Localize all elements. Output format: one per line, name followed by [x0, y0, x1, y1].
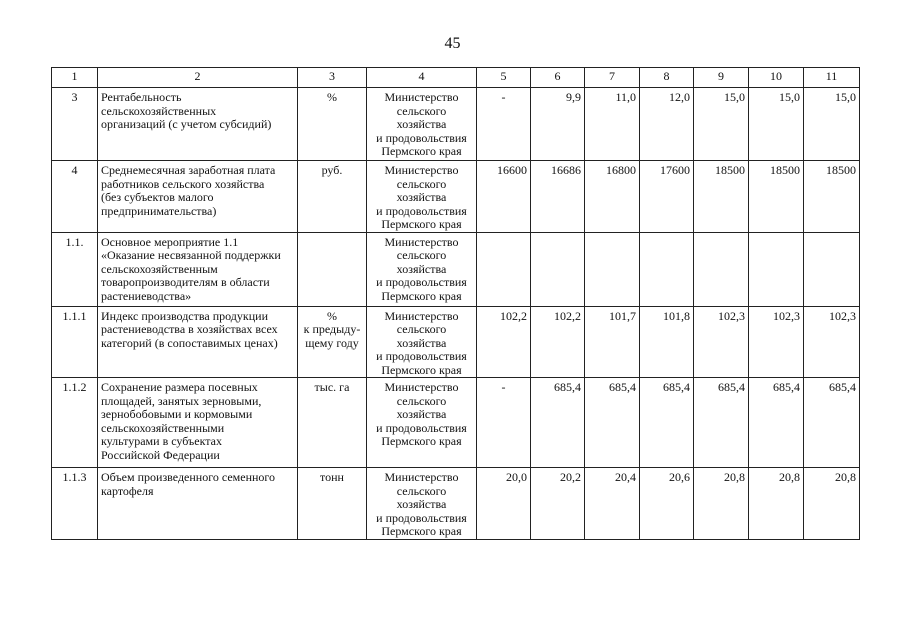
- value-cell: [477, 232, 531, 306]
- value-cell: 102,3: [804, 306, 860, 378]
- table-row: [52, 468, 860, 540]
- value-cell: 20,2: [531, 468, 585, 540]
- indicator-name-cell: [98, 88, 298, 161]
- indicator-name-line: организаций (с учетом субсидий): [101, 117, 272, 131]
- column-header: 7: [585, 68, 640, 88]
- indicator-name-line: картофеля: [101, 483, 154, 498]
- unit-cell: [298, 161, 367, 233]
- value-cell: 15,0: [694, 88, 749, 161]
- unit-cell: [298, 88, 367, 161]
- value-cell: 101,7: [585, 306, 640, 378]
- responsible-line: сельского: [396, 393, 447, 408]
- unit-cell: [298, 468, 367, 540]
- value-cell: 102,3: [749, 306, 804, 378]
- value-cell: -: [477, 378, 531, 468]
- unit-line: тонн: [320, 470, 344, 484]
- column-header: 6: [531, 68, 585, 88]
- responsible-line: и продовольствия: [376, 130, 467, 145]
- responsible-line: Министерство: [384, 90, 459, 104]
- responsible-line: Пермского края: [381, 288, 462, 303]
- value-cell: 685,4: [640, 378, 694, 468]
- row-number-cell: 1.1.: [52, 232, 98, 306]
- unit-line: руб.: [321, 163, 343, 177]
- indicator-name-line: сельскохозяйственными: [101, 420, 225, 435]
- responsible-line: и продовольствия: [376, 203, 467, 218]
- column-header: 9: [694, 68, 749, 88]
- row-number-cell: 1.1.2: [52, 378, 98, 468]
- value-cell: 101,8: [640, 306, 694, 378]
- column-header: 5: [477, 68, 531, 88]
- value-cell: 102,2: [477, 306, 531, 378]
- value-cell: 20,8: [804, 468, 860, 540]
- unit-cell: [298, 378, 367, 468]
- responsible-cell: [367, 378, 477, 468]
- responsible-line: сельского: [396, 322, 447, 336]
- unit-line: %: [327, 90, 337, 104]
- unit-line: тыс. га: [314, 380, 350, 394]
- unit-line: к предыду-: [303, 322, 361, 336]
- indicator-name-line: культурами в субъектах: [101, 434, 222, 448]
- indicator-name-line: категорий (в сопоставимых ценах): [101, 335, 278, 350]
- responsible-line: сельского: [396, 103, 447, 118]
- responsible-line: Пермского края: [381, 217, 462, 231]
- table-row: [52, 378, 860, 468]
- value-cell: 16800: [585, 161, 640, 233]
- responsible-cell: [367, 468, 477, 540]
- responsible-line: хозяйства: [396, 497, 447, 511]
- unit-cell: [298, 306, 367, 378]
- indicator-name-line: работников сельского хозяйства: [101, 176, 265, 191]
- page-number: 45: [444, 35, 461, 52]
- responsible-cell: [367, 88, 477, 161]
- value-cell: 20,4: [585, 468, 640, 540]
- indicator-name-line: Объем произведенного семенного: [101, 470, 276, 484]
- unit-line: щему году: [305, 335, 359, 350]
- responsible-line: Пермского края: [381, 144, 462, 158]
- column-header: 2: [98, 68, 298, 88]
- value-cell: [531, 232, 585, 306]
- value-cell: 102,2: [531, 306, 585, 378]
- responsible-line: хозяйства: [396, 407, 447, 421]
- value-cell: 20,8: [749, 468, 804, 540]
- indicator-name-cell: [98, 468, 298, 540]
- table-row: [52, 306, 860, 378]
- value-cell: 15,0: [804, 88, 860, 161]
- responsible-line: хозяйства: [396, 335, 447, 350]
- indicator-name-cell: [98, 378, 298, 468]
- responsible-line: Министерство: [384, 163, 459, 177]
- value-cell: 15,0: [749, 88, 804, 161]
- value-cell: [640, 232, 694, 306]
- value-cell: [585, 232, 640, 306]
- indicator-name-line: «Оказание несвязанной поддержки: [101, 248, 281, 262]
- table-row: [52, 161, 860, 233]
- column-header: 1: [52, 68, 98, 88]
- table-row: [52, 88, 860, 161]
- responsible-line: сельского: [396, 248, 447, 262]
- indicator-name-line: площадей, занятых зерновыми,: [101, 393, 262, 408]
- indicator-name-line: сельскохозяйственных: [101, 103, 217, 118]
- responsible-line: сельского: [396, 176, 447, 191]
- value-cell: 685,4: [585, 378, 640, 468]
- unit-line: %: [327, 308, 337, 323]
- value-cell: 20,6: [640, 468, 694, 540]
- responsible-line: Пермского края: [381, 524, 462, 538]
- indicator-name-cell: [98, 306, 298, 378]
- value-cell: 20,8: [694, 468, 749, 540]
- responsible-cell: [367, 161, 477, 233]
- value-cell: 9,9: [531, 88, 585, 161]
- responsible-line: и продовольствия: [376, 510, 467, 525]
- value-cell: 685,4: [749, 378, 804, 468]
- row-number-cell: 3: [52, 88, 98, 161]
- responsible-line: хозяйства: [396, 190, 447, 204]
- responsible-cell: [367, 232, 477, 306]
- table-header-row: [52, 68, 860, 88]
- indicator-name-line: растениеводства в хозяйствах всех: [101, 322, 278, 336]
- indicator-name-line: Российской Федерации: [101, 447, 220, 462]
- value-cell: 18500: [694, 161, 749, 233]
- indicator-name-line: сельскохозяйственным: [101, 261, 218, 276]
- indicator-name-cell: [98, 161, 298, 233]
- indicator-name-line: Среднемесячная заработная плата: [101, 163, 276, 177]
- indicator-name-line: товаропроизводителям в области: [101, 275, 270, 289]
- indicator-name-line: Основное мероприятие 1.1: [101, 234, 239, 249]
- responsible-cell: [367, 306, 477, 378]
- indicator-name-line: Индекс производства продукции: [101, 308, 268, 323]
- responsible-line: Пермского края: [381, 434, 462, 448]
- value-cell: 685,4: [531, 378, 585, 468]
- value-cell: 16600: [477, 161, 531, 233]
- indicator-name-line: Рентабельность: [101, 90, 182, 104]
- value-cell: 102,3: [694, 306, 749, 378]
- responsible-line: и продовольствия: [376, 275, 467, 289]
- value-cell: 11,0: [585, 88, 640, 161]
- value-cell: 16686: [531, 161, 585, 233]
- value-cell: 18500: [749, 161, 804, 233]
- unit-cell: [298, 232, 367, 306]
- responsible-line: Министерство: [384, 470, 459, 484]
- indicator-name-line: зернобобовыми и кормовыми: [101, 407, 253, 421]
- value-cell: [749, 232, 804, 306]
- responsible-line: хозяйства: [396, 117, 447, 131]
- value-cell: 17600: [640, 161, 694, 233]
- indicator-name-line: Сохранение размера посевных: [101, 380, 258, 394]
- value-cell: 20,0: [477, 468, 531, 540]
- value-cell: [804, 232, 860, 306]
- responsible-line: Министерство: [384, 308, 459, 323]
- column-header: 11: [804, 68, 860, 88]
- responsible-line: хозяйства: [396, 261, 447, 276]
- value-cell: 685,4: [804, 378, 860, 468]
- column-header: 4: [367, 68, 477, 88]
- value-cell: 18500: [804, 161, 860, 233]
- responsible-line: сельского: [396, 483, 447, 498]
- column-header: 10: [749, 68, 804, 88]
- responsible-line: Министерство: [384, 380, 459, 394]
- value-cell: 685,4: [694, 378, 749, 468]
- indicators-table: [51, 67, 860, 540]
- responsible-line: и продовольствия: [376, 420, 467, 435]
- table-row: [52, 232, 860, 306]
- indicator-name-line: предпринимательства): [101, 203, 217, 218]
- column-header: 3: [298, 68, 367, 88]
- row-number-cell: 1.1.3: [52, 468, 98, 540]
- value-cell: 12,0: [640, 88, 694, 161]
- indicator-name-line: растениеводства»: [101, 288, 192, 303]
- indicator-name-line: (без субъектов малого: [101, 190, 214, 204]
- value-cell: -: [477, 88, 531, 161]
- value-cell: [694, 232, 749, 306]
- responsible-line: и продовольствия: [376, 349, 467, 363]
- row-number-cell: 1.1.1: [52, 306, 98, 378]
- responsible-line: Пермского края: [381, 362, 462, 377]
- column-header: 8: [640, 68, 694, 88]
- responsible-line: Министерство: [384, 234, 459, 249]
- row-number-cell: 4: [52, 161, 98, 233]
- indicator-name-cell: [98, 232, 298, 306]
